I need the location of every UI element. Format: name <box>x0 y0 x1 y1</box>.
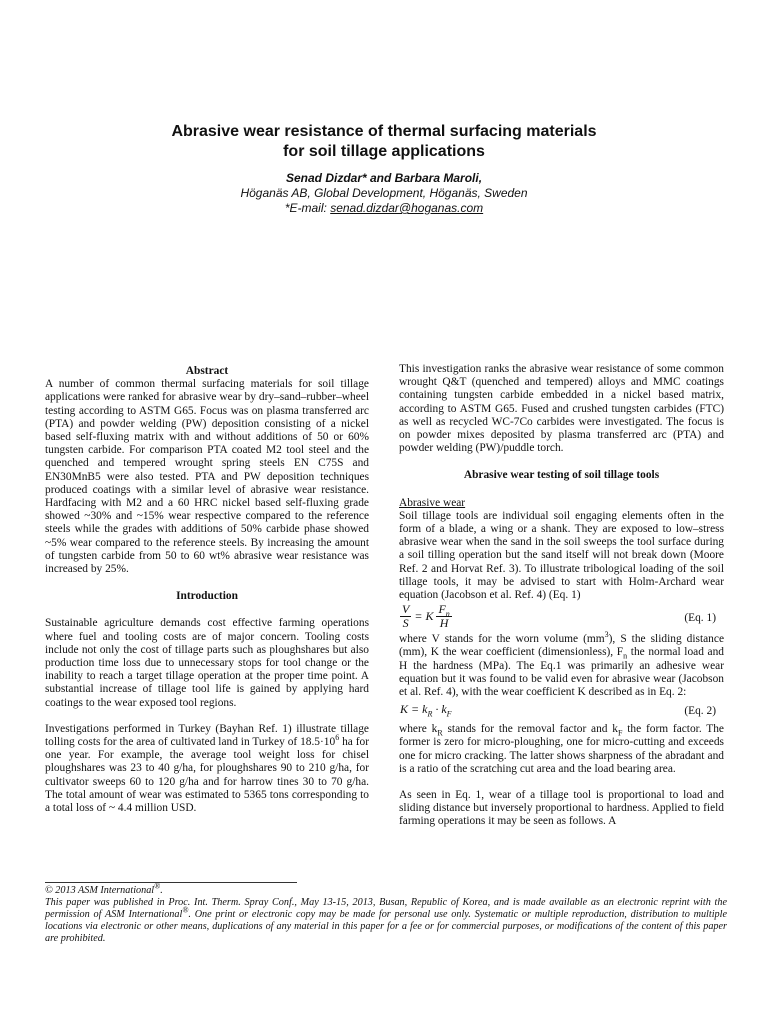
abrasive-wear-subheading: Abrasive wear <box>399 496 466 509</box>
tools-section-heading: Abrasive wear testing of soil tillage tools <box>463 469 660 482</box>
author-block <box>0 171 768 216</box>
equation-2-formula: $K = k_R \cdot k_F$ <box>400 702 452 719</box>
equation-1-label: (Eq. 1) <box>684 612 716 625</box>
author-names: Senad Dizdar* and Barbara Maroli, <box>285 171 483 185</box>
copyright-line: © 2013 ASM International®. <box>45 881 163 896</box>
abstract-text: A number of common thermal surfacing materials for soil tillage applications were ranked for abrasive wear by dry–sand–rubber–wheel testing according to ASTM G65. Focus was on plasma transferred arc (PTA) and powder welding (PW) deposition consisting of a nickel based self-fluxing matrix with and without additions of 50 or 60% tungsten carbide. For comparison PTA coated M2 tool steel and the quenched and tempered wrought spring steels EN C75S and EN30MnB5 were also tested. PTA and PW deposition techniques produced coatings with a similar level of abrasive wear resistance. Hardfacing with M2 and a 60 HRC nickel based self-fluxing grade showed ~30% and ~15% wear respective compared to the reference steels while the grades with additions of 50% carbide phase showed ~5% wear compared to the reference steels. By increasing the amount of tungsten carbide from 50 to 60 wt% abrasive wear resistance was increased by 25%. <box>45 378 369 576</box>
tools-paragraph-1: Soil tillage tools are individual soil engaging elements often in the form of a blade, a wing or a shank. They are exposed to low–stress abrasive wear when the sand in the soil sweeps the tool surface during a soil tilling operation but the sand itself will not break down (Moore Ref. 2 and Horvat Ref. 3). To illustrate tribological loading of the soil tillage tools, it may be advised to start with Holm-Archard wear equation (Jacobson et al. Ref. 4) (Eq. 1) <box>399 509 724 602</box>
right-column <box>399 363 724 829</box>
equation-2 <box>399 703 724 723</box>
author-contact <box>0 201 768 216</box>
email-label: *E-mail: <box>284 201 327 215</box>
investigation-paragraph: This investigation ranks the abrasive wear resistance of some common wrought Q&T (quenched and tempered) alloys and MMC coatings containing tungsten carbide embedded in a nickel based matrix, according to ASTM G65. Fused and crushed tungsten carbides (FTC) as well as recycled WC-7Co carbides were investigated. The focus is on powder mixes deposited by plasma transferred arc (PTA) and powder welding (PW)/puddle torch. <box>399 363 724 455</box>
footer-notice <box>45 881 727 945</box>
author-affiliation: Höganäs AB, Global Development, Höganäs, Sweden <box>240 186 528 200</box>
tools-paragraph-4: As seen in Eq. 1, wear of a tillage tool is proportional to load and sliding distance but inversely proportional to hardness. Applied to field farming operations it may be seen as follows. A <box>399 789 724 828</box>
paper-title <box>0 122 768 162</box>
title-line-1: Abrasive wear resistance of thermal surfacing materials <box>171 123 597 140</box>
left-column <box>45 365 369 815</box>
tools-paragraph-3: where $k_R$ stands for the removal factor and $k_F$ the form factor. The former is zero for micro-ploughing, one for micro-cutting and exceeds one for micro cracking. The latter shows sharpness of the abradant and is a ratio of the scratching cut area and the load bearing area. <box>399 723 724 775</box>
equation-2-label: (Eq. 2) <box>684 705 716 718</box>
title-line-2: for soil tillage applications <box>283 143 485 160</box>
email-link[interactable]: senad.dizdar@hoganas.com <box>330 201 484 215</box>
introduction-paragraph-1: Sustainable agriculture demands cost effective farming operations where fuel and tooling costs are of major concern. Tooling costs include not only the cost of tillage parts such as ploughshares but also production time loss due to unnecessary stops for tool change or the inability to reach a target tillage operation at the proper time point. A substantial increase of tillage tool life is gained by applying hard coatings to the wear exposed tool regions. <box>45 617 369 709</box>
reprint-notice: This paper was published in Proc. Int. Therm. Spray Conf., May 13-15, 2013, Busan, Republic of Korea, and is made available as an electronic reprint with the permission of ASM International®. One print or electronic copy may be made for personal use only. Systematic or multiple reproduction, distribution to multiple locations via electronic or other means, duplications of any material in this paper for a fee or for commercial purposes, or modifications of the content of this paper are prohibited. <box>45 897 727 944</box>
equation-1 <box>399 603 724 633</box>
footer-divider <box>45 882 297 883</box>
tools-paragraph-2: where V stands for the worn volume $(mm^3)$, S the sliding distance (mm), K the wear coefficient (dimensionless), $F_n$ the normal load and H the hardness (MPa). The Eq.1 was primarily an adhesive wear equation but it was found to be valid even for abrasive wear (Jacobson et al. Ref. 4), with the wear coefficient K described as in Eq. 2: <box>399 630 724 699</box>
abstract-heading: Abstract <box>185 365 229 377</box>
introduction-heading: Introduction <box>176 590 238 603</box>
equation-1-formula: $\frac{V}{S}$ = K $\frac{F_n}{H}$ <box>402 602 450 631</box>
introduction-paragraph-2: Investigations performed in Turkey (Bayhan Ref. 1) illustrate tillage tolling costs for the area of cultivated land in Turkey of $18.5\cdot 10^6$ ha for one year. For example, the average tool weight loss for chisel ploughshares was 23 to 40 g/ha, for ploughshares 90 to 210 g/ha, for cultivator sweeps 60 to 120 g/ha and for harrow tines 30 to 70 g/ha. The total amount of wear was estimated to 5365 tons corresponding to a total loss of ~ 4.4 million USD. <box>45 722 369 815</box>
